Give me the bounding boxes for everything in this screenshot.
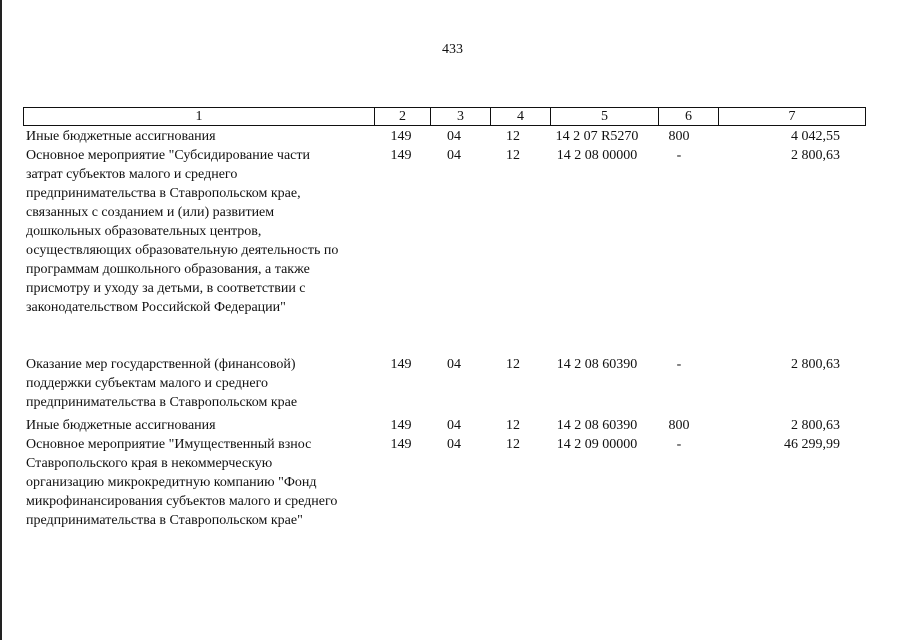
row-name-line: законодательством Российской Федерации" — [26, 300, 286, 315]
row-name-line: Основное мероприятие "Субсидирование части — [26, 148, 311, 163]
left-margin-rule — [0, 0, 2, 640]
column-header-2: 2 — [375, 108, 431, 126]
row-amount: 2 800,63 — [791, 357, 840, 372]
table-row — [26, 435, 868, 530]
row-name — [26, 146, 376, 317]
budget-table-body — [26, 127, 868, 530]
row-section-code: 04 — [447, 418, 461, 433]
row-name-line: организацию микрокредитную компанию "Фонд — [26, 475, 317, 490]
row-amount: 46 299,99 — [784, 437, 840, 452]
row-subsection-code: 12 — [506, 357, 520, 372]
row-subsection-code: 12 — [506, 129, 520, 144]
row-target-code: 14 2 07 R5270 — [555, 129, 639, 144]
row-ministry-code: 149 — [390, 148, 412, 163]
row-name — [26, 127, 376, 146]
column-header-7: 7 — [719, 108, 866, 126]
table-row — [26, 127, 868, 146]
column-header-5: 5 — [551, 108, 659, 126]
row-target-code: 14 2 08 00000 — [556, 148, 638, 163]
row-expense-type: 800 — [668, 418, 690, 433]
row-expense-type: 800 — [668, 129, 690, 144]
row-name-line: связанных с созданием и (или) развитием — [26, 205, 275, 220]
row-ministry-code: 149 — [390, 437, 412, 452]
row-name-line: предпринимательства в Ставропольском крае, — [26, 186, 301, 201]
row-name-line: предпринимательства в Ставропольском крае" — [26, 513, 303, 528]
row-ministry-code: 149 — [390, 357, 412, 372]
column-header-row — [24, 108, 866, 126]
row-section-code: 04 — [447, 148, 461, 163]
page-number: 433 — [442, 42, 463, 57]
row-expense-type: - — [676, 437, 682, 452]
row-amount: 2 800,63 — [791, 418, 840, 433]
row-subsection-code: 12 — [506, 437, 520, 452]
row-name-line: дошкольных образовательных центров, — [26, 224, 262, 239]
row-name-line: поддержки субъектам малого и среднего — [26, 376, 269, 391]
row-name-line: затрат субъектов малого и среднего — [26, 167, 238, 182]
row-name-line: Основное мероприятие "Имущественный взнос — [26, 437, 312, 452]
table-row — [26, 146, 868, 317]
row-name-line: Иные бюджетные ассигнования — [26, 418, 216, 433]
row-expense-type: - — [676, 357, 682, 372]
row-section-code: 04 — [447, 357, 461, 372]
row-ministry-code: 149 — [390, 129, 412, 144]
row-name — [26, 435, 376, 530]
row-spacer — [26, 317, 868, 355]
row-name-line: присмотру и уходу за детьми, в соответствии с — [26, 281, 306, 296]
column-header-4: 4 — [491, 108, 551, 126]
row-amount: 4 042,55 — [791, 129, 840, 144]
row-ministry-code: 149 — [390, 418, 412, 433]
row-name-line: осуществляющих образовательную деятельность по — [26, 243, 339, 258]
row-section-code: 04 — [447, 437, 461, 452]
row-target-code: 14 2 08 60390 — [556, 418, 638, 433]
table-row — [26, 355, 868, 412]
row-name-line: Ставропольского края в некоммерческую — [26, 456, 273, 471]
row-subsection-code: 12 — [506, 148, 520, 163]
column-header-table — [23, 107, 866, 126]
row-name — [26, 416, 376, 435]
row-name-line: Оказание мер государственной (финансовой) — [26, 357, 296, 372]
row-amount: 2 800,63 — [791, 148, 840, 163]
table-row — [26, 416, 868, 435]
column-header-6: 6 — [659, 108, 719, 126]
row-target-code: 14 2 08 60390 — [556, 357, 638, 372]
row-name-line: программам дошкольного образования, а также — [26, 262, 310, 277]
row-section-code: 04 — [447, 129, 461, 144]
row-name — [26, 355, 376, 412]
row-expense-type: - — [676, 148, 682, 163]
row-name-line: микрофинансирования субъектов малого и среднего — [26, 494, 338, 509]
column-header-3: 3 — [431, 108, 491, 126]
row-name-line: предпринимательства в Ставропольском крае — [26, 395, 298, 410]
column-header-1: 1 — [24, 108, 375, 126]
row-name-line: Иные бюджетные ассигнования — [26, 129, 216, 144]
row-target-code: 14 2 09 00000 — [556, 437, 638, 452]
row-subsection-code: 12 — [506, 418, 520, 433]
